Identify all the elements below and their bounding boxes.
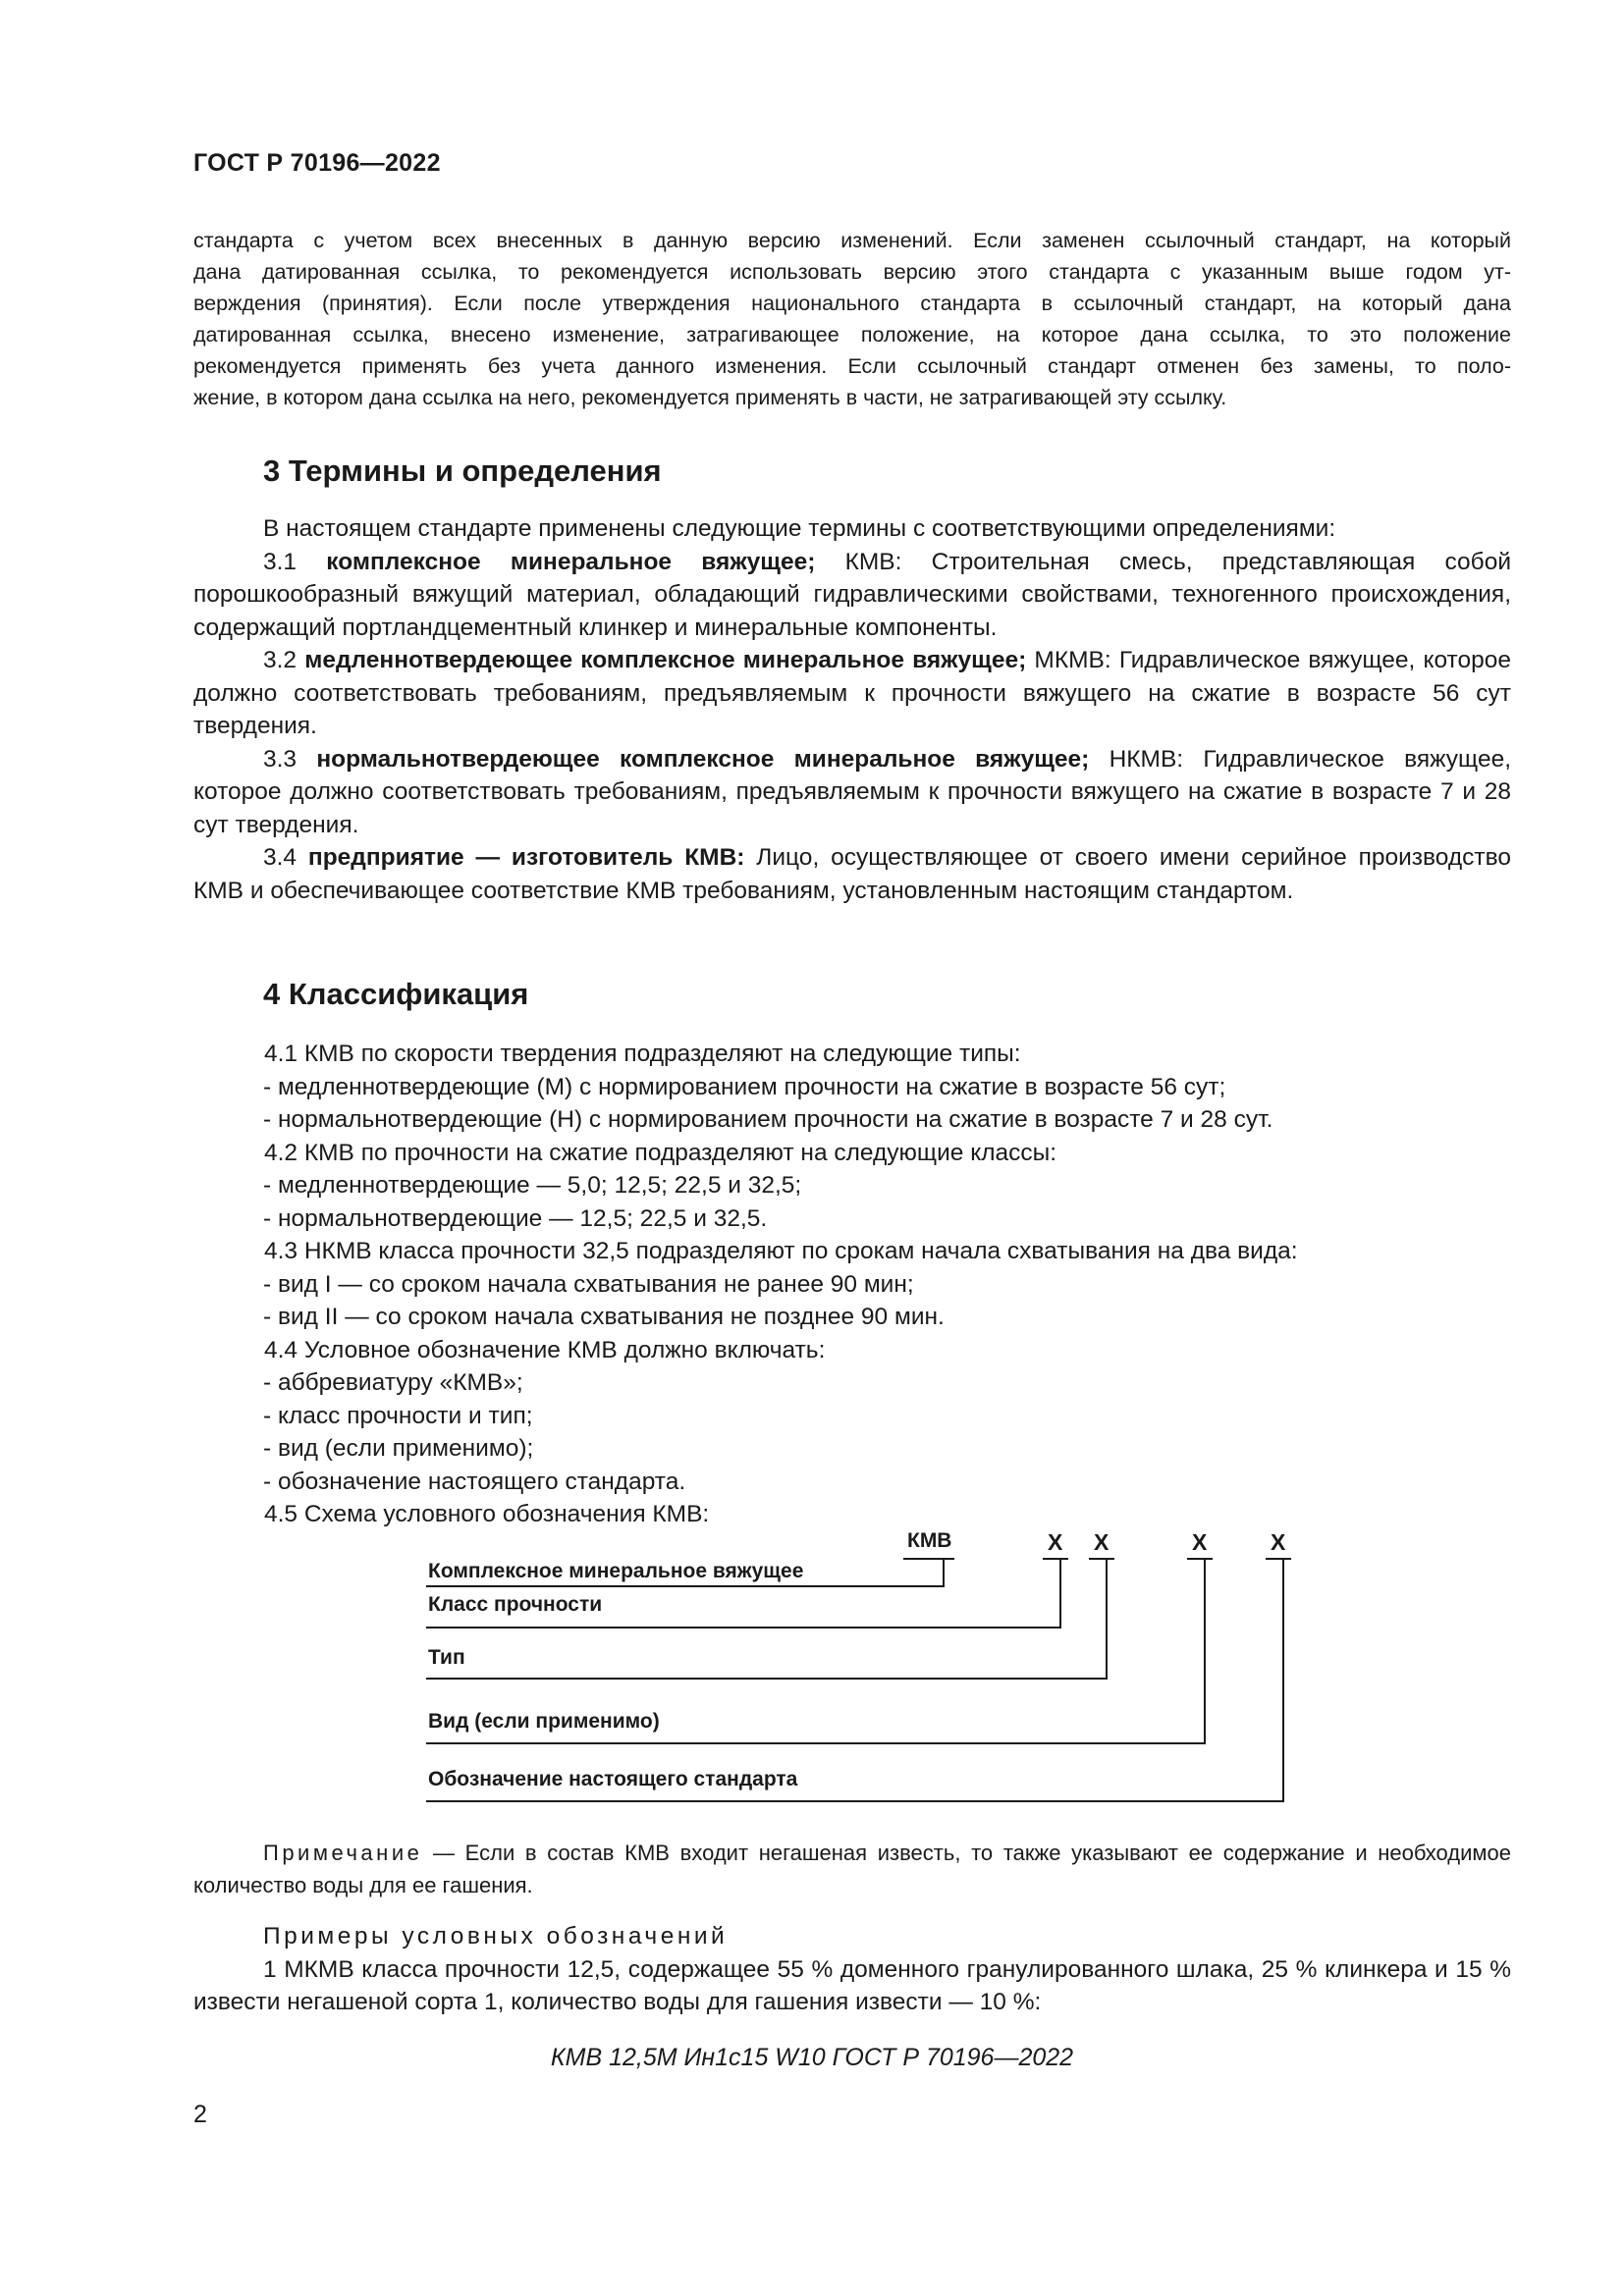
classification-line: - нормальнотвердеющие (Н) с нормированием прочности на сжатие в возрасте 7 и 28 сут.: [263, 1106, 1273, 1133]
classification-line: - вид (если применимо);: [263, 1435, 534, 1462]
intro-line: рекомендуется применять без учета данного изменения. Если ссылочный стандарт отменен без замены, то поло-: [193, 354, 1511, 378]
classification-line: 4.3 НКМВ класса прочности 32,5 подразделяют по срокам начала схватывания на два вида:: [264, 1238, 1298, 1264]
classification-line: 4.4 Условное обозначение КМВ должно включать:: [264, 1336, 826, 1363]
intro-line: датированная ссылка, внесено изменение, затрагивающее положение, на которое дана ссылка, то это положение: [193, 323, 1511, 347]
term-3-2: [193, 644, 1511, 743]
scheme-line: [426, 1742, 1206, 1744]
scheme-label: Вид (если применимо): [428, 1710, 660, 1733]
classification-line: 4.2 КМВ по прочности на сжатие подразделяют на следующие классы:: [264, 1139, 1057, 1166]
examples-heading: Примеры условных обозначений: [263, 1923, 729, 1949]
term-number: 3.1: [263, 548, 298, 575]
section-3-heading: 3 Термины и определения: [263, 454, 662, 488]
scheme-leader: [1282, 1560, 1284, 1800]
term-3-4: [193, 841, 1511, 907]
note-text: — Если в состав КМВ входит негашеная известь, то также указывают ее содержание и необходимое количество воды для ее гашения.: [193, 1841, 1511, 1897]
term-name: комплексное минеральное вяжущее;: [326, 548, 816, 575]
scheme-line: [426, 1627, 1061, 1629]
section-4-body: [193, 1038, 1511, 1531]
note-block: [193, 1837, 1511, 1901]
term-name: предприятие — изготовитель КМВ:: [307, 844, 745, 871]
term-name: медленнотвердеющее комплексное минеральное вяжущее;: [304, 647, 1027, 673]
classification-line: - вид I — со сроком начала схватывания не ранее 90 мин;: [263, 1270, 914, 1298]
classification-line: - вид II — со сроком начала схватывания не позднее 90 мин.: [263, 1304, 945, 1330]
term-number: 3.2: [263, 647, 298, 673]
scheme-underline: [1089, 1558, 1114, 1560]
scheme-leader: [1059, 1560, 1061, 1627]
example-designation: КМВ 12,5М Ин1с15 W10 ГОСТ Р 70196—2022: [550, 2044, 1074, 2071]
scheme-code-type: X: [1094, 1529, 1110, 1555]
note-paragraph: [193, 1837, 1511, 1901]
scheme-label: Обозначение настоящего стандарта: [428, 1768, 798, 1790]
scheme-label: Комплексное минеральное вяжущее: [428, 1560, 804, 1582]
classification-line: - аббревиатуру «КМВ»;: [263, 1369, 523, 1396]
classification-line: - медленнотвердеющие (М) с нормированием прочности на сжатие в возрасте 56 сут;: [263, 1073, 1226, 1100]
term-definition: МКМВ: Гидравлическое вяжущее, которое должно соответствовать требованиям, предъявляемым к прочности вяжущего на сжатие в возрасте 56 сут твердения.: [193, 647, 1511, 739]
scheme-line: [426, 1678, 1108, 1680]
scheme-code-kind: X: [1192, 1529, 1208, 1555]
scheme-code-standard: X: [1271, 1529, 1286, 1555]
scheme-leader: [1204, 1560, 1206, 1742]
scheme-label: Тип: [428, 1646, 465, 1669]
section-3-intro: В настоящем стандарте применены следующие термины с соответствующими определениями:: [263, 515, 1336, 542]
term-3-3: [193, 743, 1511, 842]
page-number: 2: [193, 2101, 207, 2128]
examples-block: [193, 1920, 1511, 2019]
intro-line: стандарта с учетом всех внесенных в данную версию изменений. Если заменен ссылочный стандарт, на который: [193, 229, 1511, 252]
note-label: Примечание: [263, 1841, 423, 1865]
classification-line: - класс прочности и тип;: [263, 1402, 533, 1429]
term-3-1: [193, 546, 1511, 645]
term-definition: Лицо, осуществляющее от своего имени серийное производство КМВ и обеспечивающее соответствие КМВ требованиям, установленным настоящим стандартом.: [193, 844, 1511, 904]
intro-paragraph: [193, 225, 1511, 413]
term-definition: КМВ: Строительная смесь, представляющая собой порошкообразный вяжущий материал, обладающий гидравлическими свойствами, техногенного происхождения, содержащий портландцементный клинкер и минеральные компоненты.: [193, 548, 1512, 641]
scheme-leader: [943, 1560, 945, 1585]
scheme-underline: [1043, 1558, 1068, 1560]
scheme-label: Класс прочности: [428, 1593, 603, 1616]
section-3-body: [193, 512, 1511, 907]
document-header: ГОСТ Р 70196—2022: [193, 149, 441, 177]
designation-scheme: [373, 1531, 1316, 1826]
scheme-line: [426, 1585, 945, 1587]
scheme-underline: [1187, 1558, 1213, 1560]
intro-line: жение, в котором дана ссылка на него, рекомендуется применять в части, не затрагивающей эту ссылку.: [193, 386, 1227, 409]
classification-line: - нормальнотвердеющие — 12,5; 22,5 и 32,5.: [263, 1204, 768, 1232]
scheme-code-kmv: КМВ: [907, 1529, 952, 1552]
scheme-underline: [903, 1558, 954, 1560]
classification-line: - медленнотвердеющие — 5,0; 12,5; 22,5 и 32,5;: [263, 1172, 802, 1199]
scheme-underline: [1266, 1558, 1291, 1560]
term-number: 3.4: [263, 844, 298, 871]
scheme-code-class: X: [1048, 1529, 1063, 1555]
scheme-leader: [1106, 1560, 1108, 1678]
intro-line: верждения (принятия). Если после утверждения национального стандарта в ссылочный стандарт, на который дана: [193, 292, 1511, 315]
intro-line: дана датированная ссылка, то рекомендуется использовать версию этого стандарта с указанным выше годом ут-: [193, 260, 1511, 284]
classification-line: 4.5 Схема условного обозначения КМВ:: [264, 1501, 710, 1527]
term-name: нормальнотвердеющее комплексное минеральное вяжущее;: [316, 745, 1090, 773]
section-4-heading: 4 Классификация: [263, 977, 529, 1011]
example-1: 1 МКМВ класса прочности 12,5, содержащее 55 % доменного гранулированного шлака, 25 % клинкера и 15 % извести негашеной сорта 1, количество воды для гашения извести — 10 %:: [193, 1955, 1511, 2015]
term-number: 3.3: [263, 745, 298, 773]
scheme-line: [426, 1800, 1284, 1802]
term-definition: НКМВ: Гидравлическое вяжущее, которое должно соответствовать требованиям, предъявляемым к прочности вяжущего на сжатие в возрасте 7 и 28 сут твердения.: [193, 745, 1512, 838]
classification-line: - обозначение настоящего стандарта.: [263, 1468, 686, 1495]
classification-line: 4.1 КМВ по скорости твердения подразделяют на следующие типы:: [264, 1041, 1021, 1067]
